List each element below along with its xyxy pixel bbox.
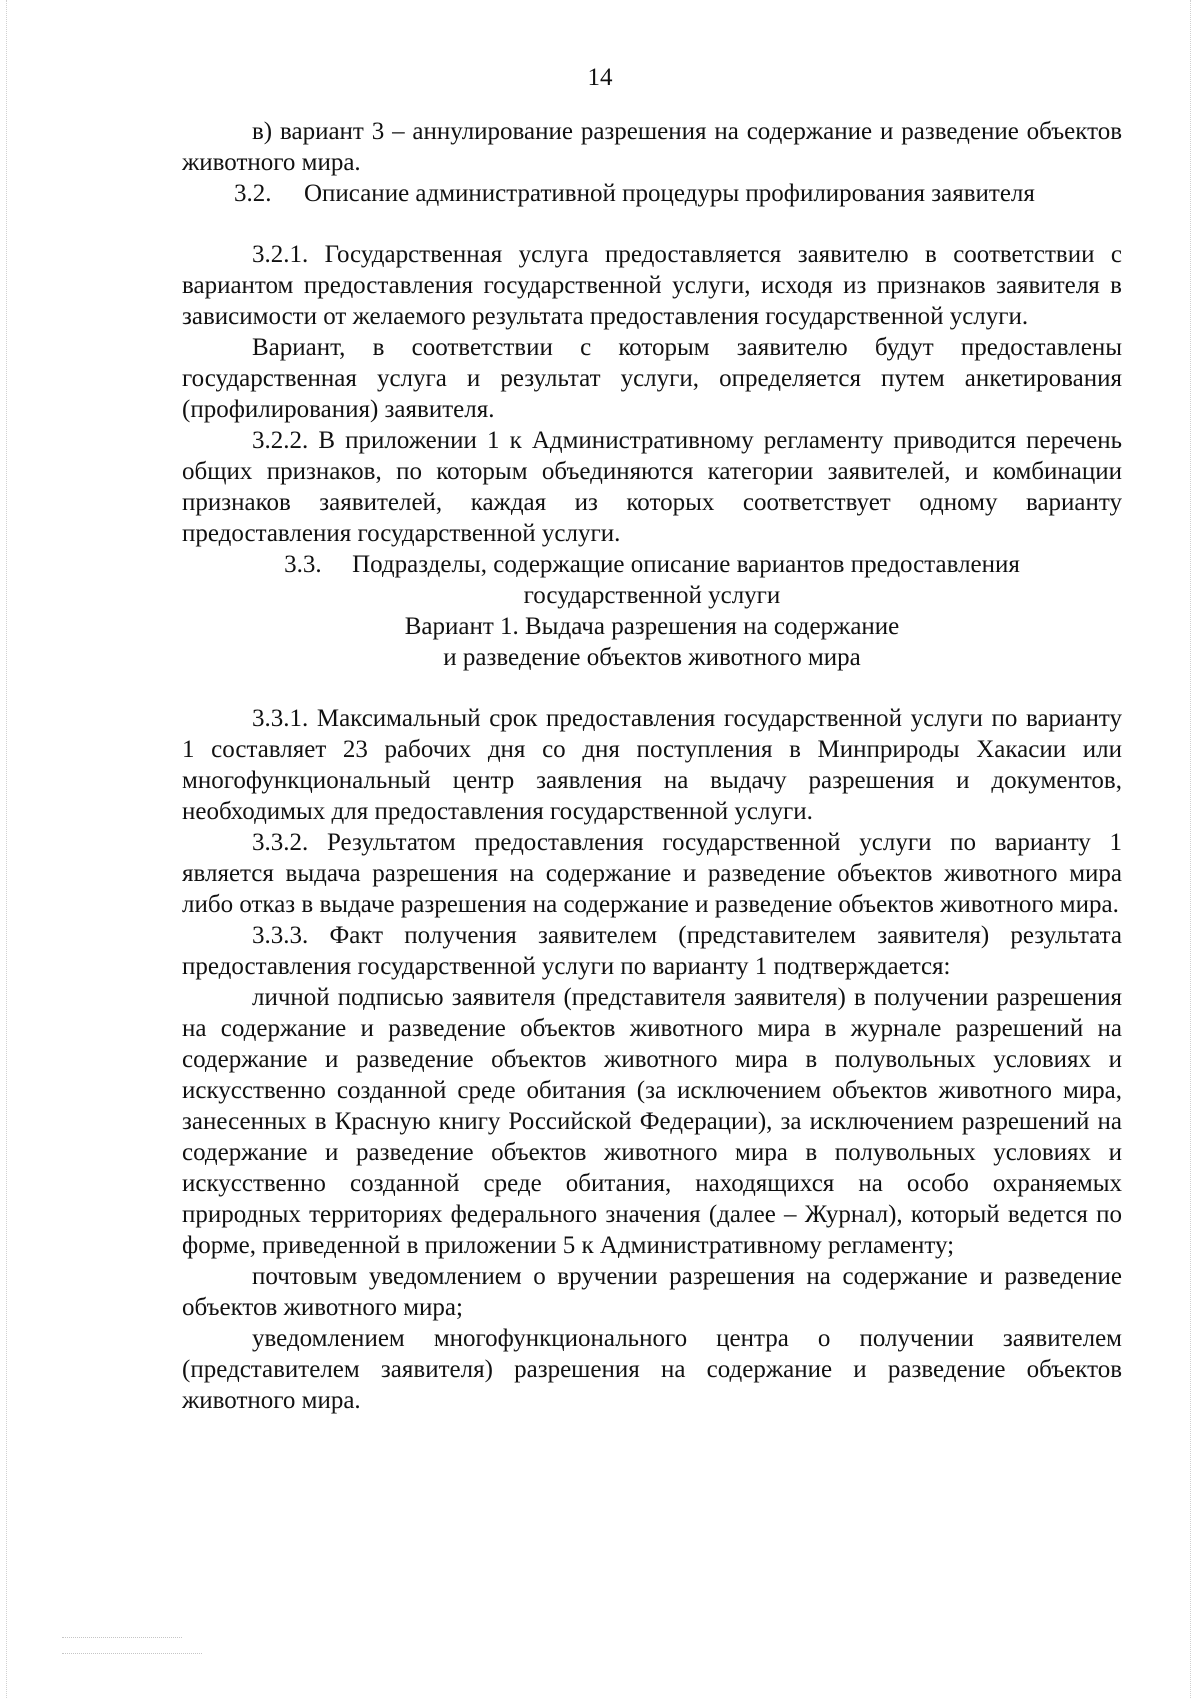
- section-title-line1: Подразделы, содержащие описание вариантов предоставления: [352, 551, 1020, 578]
- left-scan-edge: [6, 0, 7, 1698]
- paragraph-mfc-notice: уведомлением многофункционального центра о получении заявителем (представителем заявителя) разрешения на содержание и разведение объектов животного мира.: [182, 1325, 1122, 1414]
- section-number: 3.2.: [234, 180, 272, 207]
- paragraph-variant-3: в) вариант 3 – аннулирование разрешения на содержание и разведение объектов животного мира.: [182, 118, 1122, 176]
- paragraph-3-2-1: 3.2.1. Государственная услуга предоставляется заявителю в соответствии с вариантом предоставления государственной услуги, исходя из признаков заявителя в зависимости от желаемого результата предоставления государственной услуги.: [182, 241, 1122, 330]
- paragraph-3-3-2: 3.3.2. Результатом предоставления государственной услуги по варианту 1 является выдача разрешения на содержание и разведение объектов животного мира либо отказ в выдаче разрешения на содержание и разведение объектов животного мира.: [182, 829, 1122, 918]
- section-heading-3-2: [182, 178, 1122, 209]
- paragraph-signature: личной подписью заявителя (представителя заявителя) в получении разрешения на содержание и разведение объектов животного мира в журнале разрешений на содержание и разведение объектов животного мира в полувольных условиях и искусственно созданной среде обитания (за исключением объектов животного мира, занесенных в Красную книгу Российской Федерации), за исключением разрешений на содержание и разведение объектов животного мира в полувольных условиях и искусственно созданной среде обитания, находящихся на особо охраняемых природных территориях федерального значения (далее – Журнал), который ведется по форме, приведенной в приложении 5 к Административному регламенту;: [182, 984, 1122, 1259]
- section-title: Описание административной процедуры профилирования заявителя: [304, 180, 1035, 207]
- paragraph-postal-notice: почтовым уведомлением о вручении разрешения на содержание и разведение объектов животного мира;: [182, 1263, 1122, 1321]
- faint-stamp: [62, 1628, 202, 1654]
- right-scan-edge: [1190, 0, 1191, 1698]
- paragraph-3-3-3: 3.3.3. Факт получения заявителем (представителем заявителя) результата предоставления государственной услуги по варианту 1 подтверждается:: [182, 922, 1122, 980]
- page-number: 14: [587, 64, 613, 91]
- section-heading-3-3: [182, 549, 1122, 611]
- document-body: [182, 116, 1122, 1416]
- paragraph-3-3-1: 3.3.1. Максимальный срок предоставления государственной услуги по варианту 1 составляет 23 рабочих дня со дня поступления в Минприроды Хакасии или многофункциональный центр заявления на выдачу разрешения и документов, необходимых для предоставления государственной услуги.: [182, 705, 1122, 825]
- variant-title-line2: и разведение объектов животного мира: [443, 644, 861, 671]
- section-number: 3.3.: [284, 551, 322, 578]
- variant-1-heading: [182, 611, 1122, 673]
- section-title-line2: государственной услуги: [523, 582, 781, 609]
- paragraph-3-2-2: 3.2.2. В приложении 1 к Административному регламенту приводится перечень общих признаков, по которым объединяются категории заявителей, и комбинации признаков заявителей, каждая из которых соответствует одному варианту предоставления государственной услуги.: [182, 427, 1122, 547]
- paragraph-3-2-1-variant: Вариант, в соответствии с которым заявителю будут предоставлены государственная услуга и результат услуги, определяется путем анкетирования (профилирования) заявителя.: [182, 334, 1122, 423]
- variant-title-line1: Вариант 1. Выдача разрешения на содержание: [404, 613, 900, 640]
